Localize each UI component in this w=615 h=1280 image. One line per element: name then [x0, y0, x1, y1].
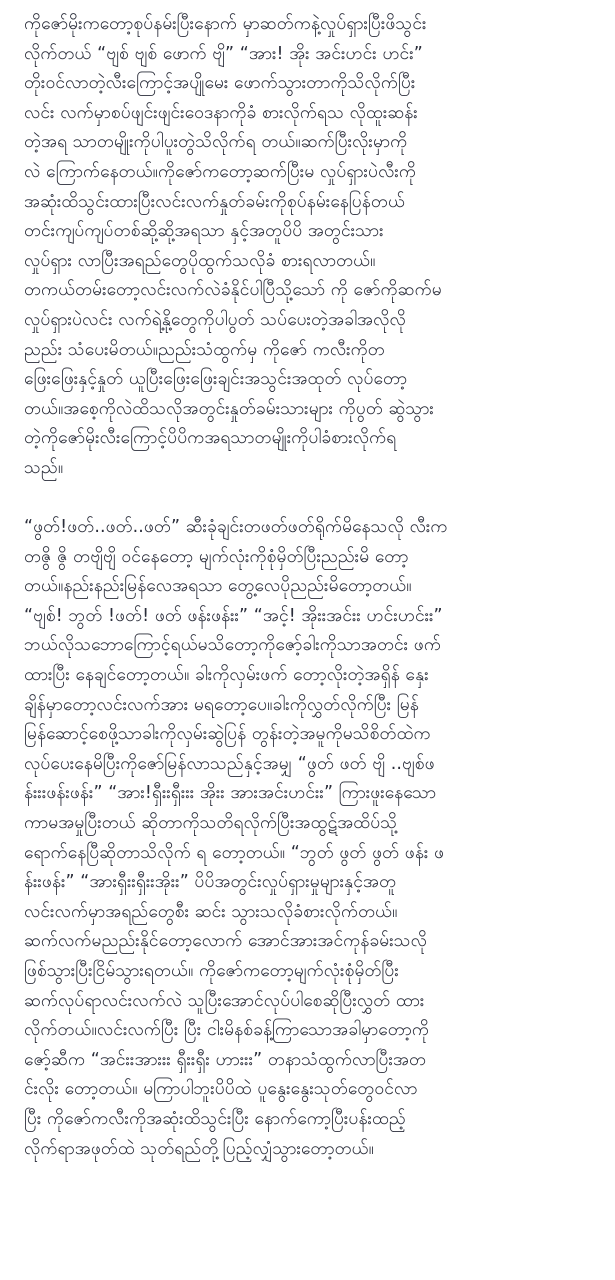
text-line: အဆုံးထိသွင်းထားပြီးလင်းလက်နှုတ်ခမ်းကိုစုပ်နမ်းနေပြန်တယ်: [24, 191, 405, 212]
text-line: လဲ ကြောက်နေတယ်။ကိုဇော်ကတော့ဆက်ပြီးမ လှုပ်ရှားပဲလီးကို: [24, 161, 417, 182]
paragraph-spacer: [24, 484, 601, 514]
text-line: တယ်။နည်းနည်းမြန်လေအရသာ တွေ့လေပိုညည်းမိတော့တယ်။: [24, 576, 412, 597]
text-line: သည်။: [24, 457, 64, 478]
text-line: ဆက်လက်မညည်းနိုင်တော့လောက် အောင်အားအင်ကုန်ခမ်းသလို: [24, 931, 428, 952]
text-line: ကာမအမှုပြီးတယ် ဆိုတာကိုသတိရလိုက်ပြီးအထွဋ်အထိပ်သို့: [24, 813, 398, 834]
paragraph: [24, 10, 601, 484]
text-line: တဲ့အရ သာတမျိုးကိုပါပူးတွဲသိလိုက်ရ တယ်။ဆက်ပြီးလိုးမှာကို: [24, 132, 408, 153]
text-line: ဘယ်လိုသဘောကြောင့်ရယ်မသိတော့ကိုဇော့်ခါးကိုသာအတင်း ဖက်: [24, 635, 441, 656]
text-line: လိုက်တယ်။လင်းလက်ပြီး ပြီး ငါးမိနစ်ခန့်ကြာသောအခါမှာတော့ကို: [24, 1020, 430, 1041]
paragraph: [24, 513, 601, 1164]
text-line: ဆက်လုပ်ရာလင်းလက်လဲ သူပြီးအောင်လုပ်ပါစေဆိုပြီးလွှတ် ထား: [24, 990, 425, 1011]
text-line: တကယ်တမ်းတော့လင်းလက်လဲခံနိုင်ပါပြီသို့သော် ကို ဇော်ကိုဆက်မ: [24, 280, 442, 301]
text-line: န်းးဖန်း” “အားရှီးးရှီးးအိုးး” ပိပိအတွင်းလှုပ်ရှားမှုများနှင့်အတူ: [24, 872, 397, 893]
text-line: ချိန်မှာတော့လင်းလက်အား မရတော့ပေ။ခါးကိုလွှတ်လိုက်ပြီး မြန်: [24, 694, 419, 715]
text-line: ညည်း သံပေးမိတယ်။ညည်းသံထွက်မှ ကိုဇော် ကလီးကိုတ: [24, 339, 385, 360]
text-line: လှုပ်ရှား လာပြီးအရည်တွေပိုထွက်သလိုခံ စားရလာတယ်။: [24, 250, 376, 271]
text-line: လိုက်တယ် “ဗျစ် ဗျစ် ဖောက် ဗျိ” “အား! အိုး အင်းဟင်း ဟင်း”: [24, 43, 423, 64]
text-line: တဲ့ကိုဇော်မိုးလီးကြောင့်ပိပိကအရသာတမျိုးကိုပါခံစားလိုက်ရ: [24, 428, 397, 449]
text-line: လှုပ်ရှားပဲလင်း လက်ရဲ့နို့တွေကိုပါပွတ် သပ်ပေးတဲ့အခါအလိုလို: [24, 309, 406, 330]
text-line: ထားပြီး နေချင်တော့တယ်။ ခါးကိုလှမ်းဖက် တော့လိုးတဲ့အရှိန် နှေး: [24, 665, 429, 686]
text-line: ကိုဇော်မိုးကတော့စုပ်နမ်းပြီးနောက် မှာဆတ်ကနဲ့လှုပ်ရှားပြီးဖိသွင်း: [24, 14, 427, 34]
text-line: င်းလိုး တော့တယ်။ မကြာပါဘူးပိပိထဲ ပူနွေးနွေးသုတ်တွေဝင်လာ: [24, 1079, 418, 1100]
text-line: န်းးးဖန်းဖန်း” “အား!ရှီးးရှီးးး အိုးး အားအင်းဟင်းး” ကြားဖူးနေသော: [24, 783, 437, 804]
text-line: ရောက်နေပြီဆိုတာသိလိုက် ရ တော့တယ်။ “ဘွတ် ဖွတ် ဖွတ် ဖန်း ဖ: [24, 842, 445, 863]
text-line: တင်းကျပ်ကျပ်တစ်ဆို့ဆို့အရသာ နှင့်အတူပိပိ အတွင်းသား: [24, 221, 384, 242]
text-line: တိုးဝင်လာတဲ့လီးကြောင့်အပျိုမေး ဖောက်သွားတာကိုသိလိုက်ပြီး: [24, 73, 416, 94]
text-line: လင်းလက်မှာအရည်တွေစီး ဆင်း သွားသလိုခံစားလိုက်တယ်။: [24, 901, 398, 922]
text-line: မြန်ဆောင့်စေဖို့သာခါးကိုလှမ်းဆွဲပြန် တွန်းတဲ့အမူကိုမသိစိတ်ထဲက: [24, 724, 431, 745]
text-line: “ဖွတ်!ဖတ်..ဖတ်..ဖတ်” ဆီးခုံချင်းတဖတ်ဖတ်ရိုက်မိနေသလို လီးက: [24, 517, 448, 538]
text-line: “ဗျစ်! ဘွတ် !ဖတ်! ဖတ် ဖန်းဖန်းး” “အင့်! အိုးးအင်းး ဟင်းဟင်းး”: [24, 605, 443, 626]
text-line: လင်း လက်မှာစပ်ဖျင်းဖျင်းဝေဒနာကိုခံ စားလိုက်ရသ လိုထူးဆန်း: [24, 102, 418, 123]
text-line: ဖြစ်သွားပြီးငြိမ်သွားရတယ်။ ကိုဇော်ကတော့မျက်လုံးစုံမှိတ်ပြီး: [24, 961, 399, 981]
text-line: တဇွိ ဇွိ တဗျိဗျိ ဝင်နေတော့ မျက်လုံးကိုစုံမှိတ်ပြီးညည်းမိ တော့: [24, 546, 409, 567]
text-line: လုပ်ပေးနေမိပြီးကိုဇော်မြန်လာသည်နှင့်အမျှ “ဖွတ် ဖတ် ဗျိ ..ဗျစ်ဖ: [24, 753, 435, 774]
text-line: ပြီး ကိုဇော်ကလီးကိုအဆုံးထိသွင်းပြီး နောက်ကော့ပြီးပန်းထည့်: [24, 1108, 406, 1129]
text-line: ဇော့်ဆီက “အင်းးအားးး ရှီးးရှီး ဟားးး” တနာသံထွက်လာပြီးအတ: [24, 1049, 427, 1070]
text-line: ဖြေးဖြေးနှင့်နှုတ် ယူပြီးဖြေးဖြေးချင်းအသွင်းအထုတ် လုပ်တော့: [24, 369, 408, 390]
text-line: တယ်။အစေ့ကိုလဲထိသလိုအတွင်းနှုတ်ခမ်းသားများ ကိုပွတ် ဆွဲသွား: [24, 398, 434, 419]
text-line: လိုက်ရာအဖုတ်ထဲ သုတ်ရည်တို့ပြည့်လျှံသွားတော့တယ်။: [24, 1138, 374, 1159]
